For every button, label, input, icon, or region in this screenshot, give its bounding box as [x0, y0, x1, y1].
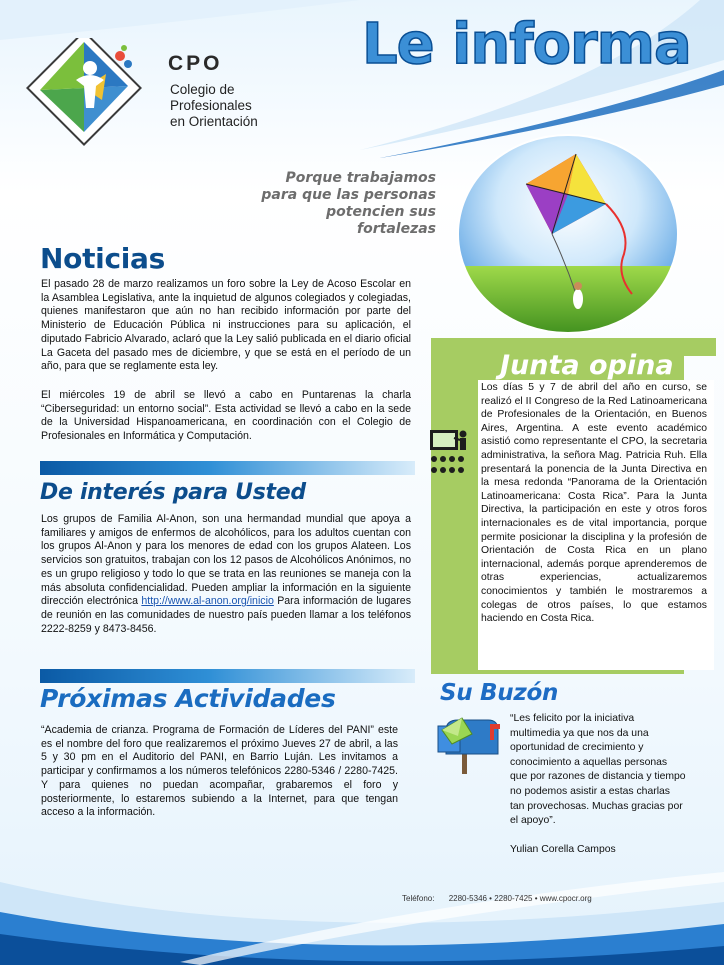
- logo-name: [170, 82, 258, 130]
- logo-line-2: Profesionales: [170, 98, 252, 113]
- tagline: [250, 170, 436, 238]
- buzon-heading: Su Buzón: [440, 680, 559, 706]
- noticias-heading: Noticias: [40, 242, 166, 275]
- section-divider-bar: [40, 461, 415, 475]
- footer-swoosh: [0, 842, 724, 965]
- tagline-line-3: potencien sus fortalezas: [326, 204, 436, 237]
- mailbox-icon: [432, 716, 504, 774]
- junta-paragraph: Los días 5 y 7 de abril del año en curso, se realizó el II Congreso de la Red Latinoamericana de Profesionales de la Orientación, en Buenos Aires, Argentina. A este evento académico asistió como representante el CPO, la secretaria administrativa, la señora Mag. Patricia Ruh. Ella presentará la ponencia de la Junta Directiva en la mesa redonda “Panorama de la Orientación Latinoamericana: Costa Rica”. Para la Junta Directiva, la participación en este y otros foros internacionales es de vital importancia, porque permite posicionar la disciplina y la profesión de Orientación de Costa Rica en un plano internacional, además porque aprenderemos de otras experiencias, actualizaremos conocimientos y también le mostraremos a colegas de otros países, lo que estamos haciendo en Costa Rica.: [481, 382, 707, 625]
- section-divider-bar: [40, 669, 415, 683]
- cpo-logo-icon: [24, 38, 144, 148]
- buzon-author: Yulian Corella Campos: [510, 844, 616, 855]
- logo-line-3: en Orientación: [170, 114, 258, 129]
- interes-text-after-link: Para información de lugares de reunión en las comunidades de nuestro país pueden llamar a los teléfonos 2222-8259 y 8473-8456.: [41, 595, 411, 635]
- page-title: Le informa: [362, 12, 691, 77]
- tagline-line-1: Porque trabajamos: [285, 170, 436, 186]
- footer-contact: [402, 894, 592, 903]
- noticias-paragraph-2: El miércoles 19 de abril se llevó a cabo en Puntarenas la charla “Ciberseguridad: un entorno social”. Esta actividad se llevó a cabo en la sede de la Universidad Hispanoamericana, en coordinación con el Colegio de Profesionales en Informática y Computación.: [41, 389, 411, 443]
- meeting-presenter-icon: [424, 420, 472, 478]
- junta-heading: Junta opina: [500, 350, 674, 381]
- kite-photo: [456, 134, 680, 334]
- actividades-paragraph: “Academia de crianza. Programa de Formación de Líderes del PANI” este es el nombre del foro que realizaremos el próximo Jueves 27 de abril, a las 5 y 30 pm en el Auditorio del PANI, en Barrio Luján. Les invitamos a participar y confirmamos a los números telefónicos 2280-5346 / 2280-7425. Y para quienes no puedan acompañar, grabaremos el foro y posteriormente, lo estaremos subiendo a la Internet, para que tengan acceso a la información.: [41, 724, 398, 819]
- interes-heading: De interés para Usted: [40, 480, 306, 505]
- noticias-paragraph-1: El pasado 28 de marzo realizamos un foro sobre la Ley de Acoso Escolar en la Asamblea Legislativa, ante la inquietud de algunos colegiados y colegiadas, quienes manifestaron que aún no han recibido información por parte del Ministerio de Educación Pública ni instrucciones para su aplicación, el diputado Fabricio Alvarado, aclaró que la Ley salió publicada en el diario oficial La Gaceta del pasado mes de diciembre, y que se está en el período de un año, para que se reglamente esta ley.: [41, 278, 411, 373]
- logo-line-1: Colegio de: [170, 82, 235, 97]
- footer-contact-info: 2280-5346 • 2280-7425 • www.cpocr.org: [448, 894, 592, 903]
- footer-label: Teléfono:: [402, 894, 435, 903]
- interes-text-before-link: Los grupos de Familia Al-Anon, son una hermandad mundial que apoya a familiares y amigos de enfermos de alcohólicos, para los adultos cuentan con los grupos Al-Anon y para los menores de edad con los grupos Alateen. Los servicios son gratuitos, trabajan con los 12 pasos de Alcohólicos Anónimos, no es un grupo religioso y todo lo que se trata en las reuniones se maneja con la más absoluta confidencialidad. Pueden ampliar la información en la siguiente dirección electrónica: [41, 513, 411, 608]
- actividades-heading: Próximas Actividades: [40, 684, 336, 713]
- buzon-quote: “Les felicito por la iniciativa multimedia ya que nos da una oportunidad de crecimiento y conocimiento a aquellas personas que por razones de distancia y tiempo no podemos asistir a estas charlas tan provechosas. Muchas gracias por el apoyo”.: [510, 713, 686, 827]
- alanon-link[interactable]: http://www.al-anon.org/inicio: [141, 595, 274, 608]
- interes-paragraph: [41, 513, 411, 636]
- tagline-line-2: para que las personas: [261, 187, 436, 203]
- logo-acronym: CPO: [168, 52, 223, 75]
